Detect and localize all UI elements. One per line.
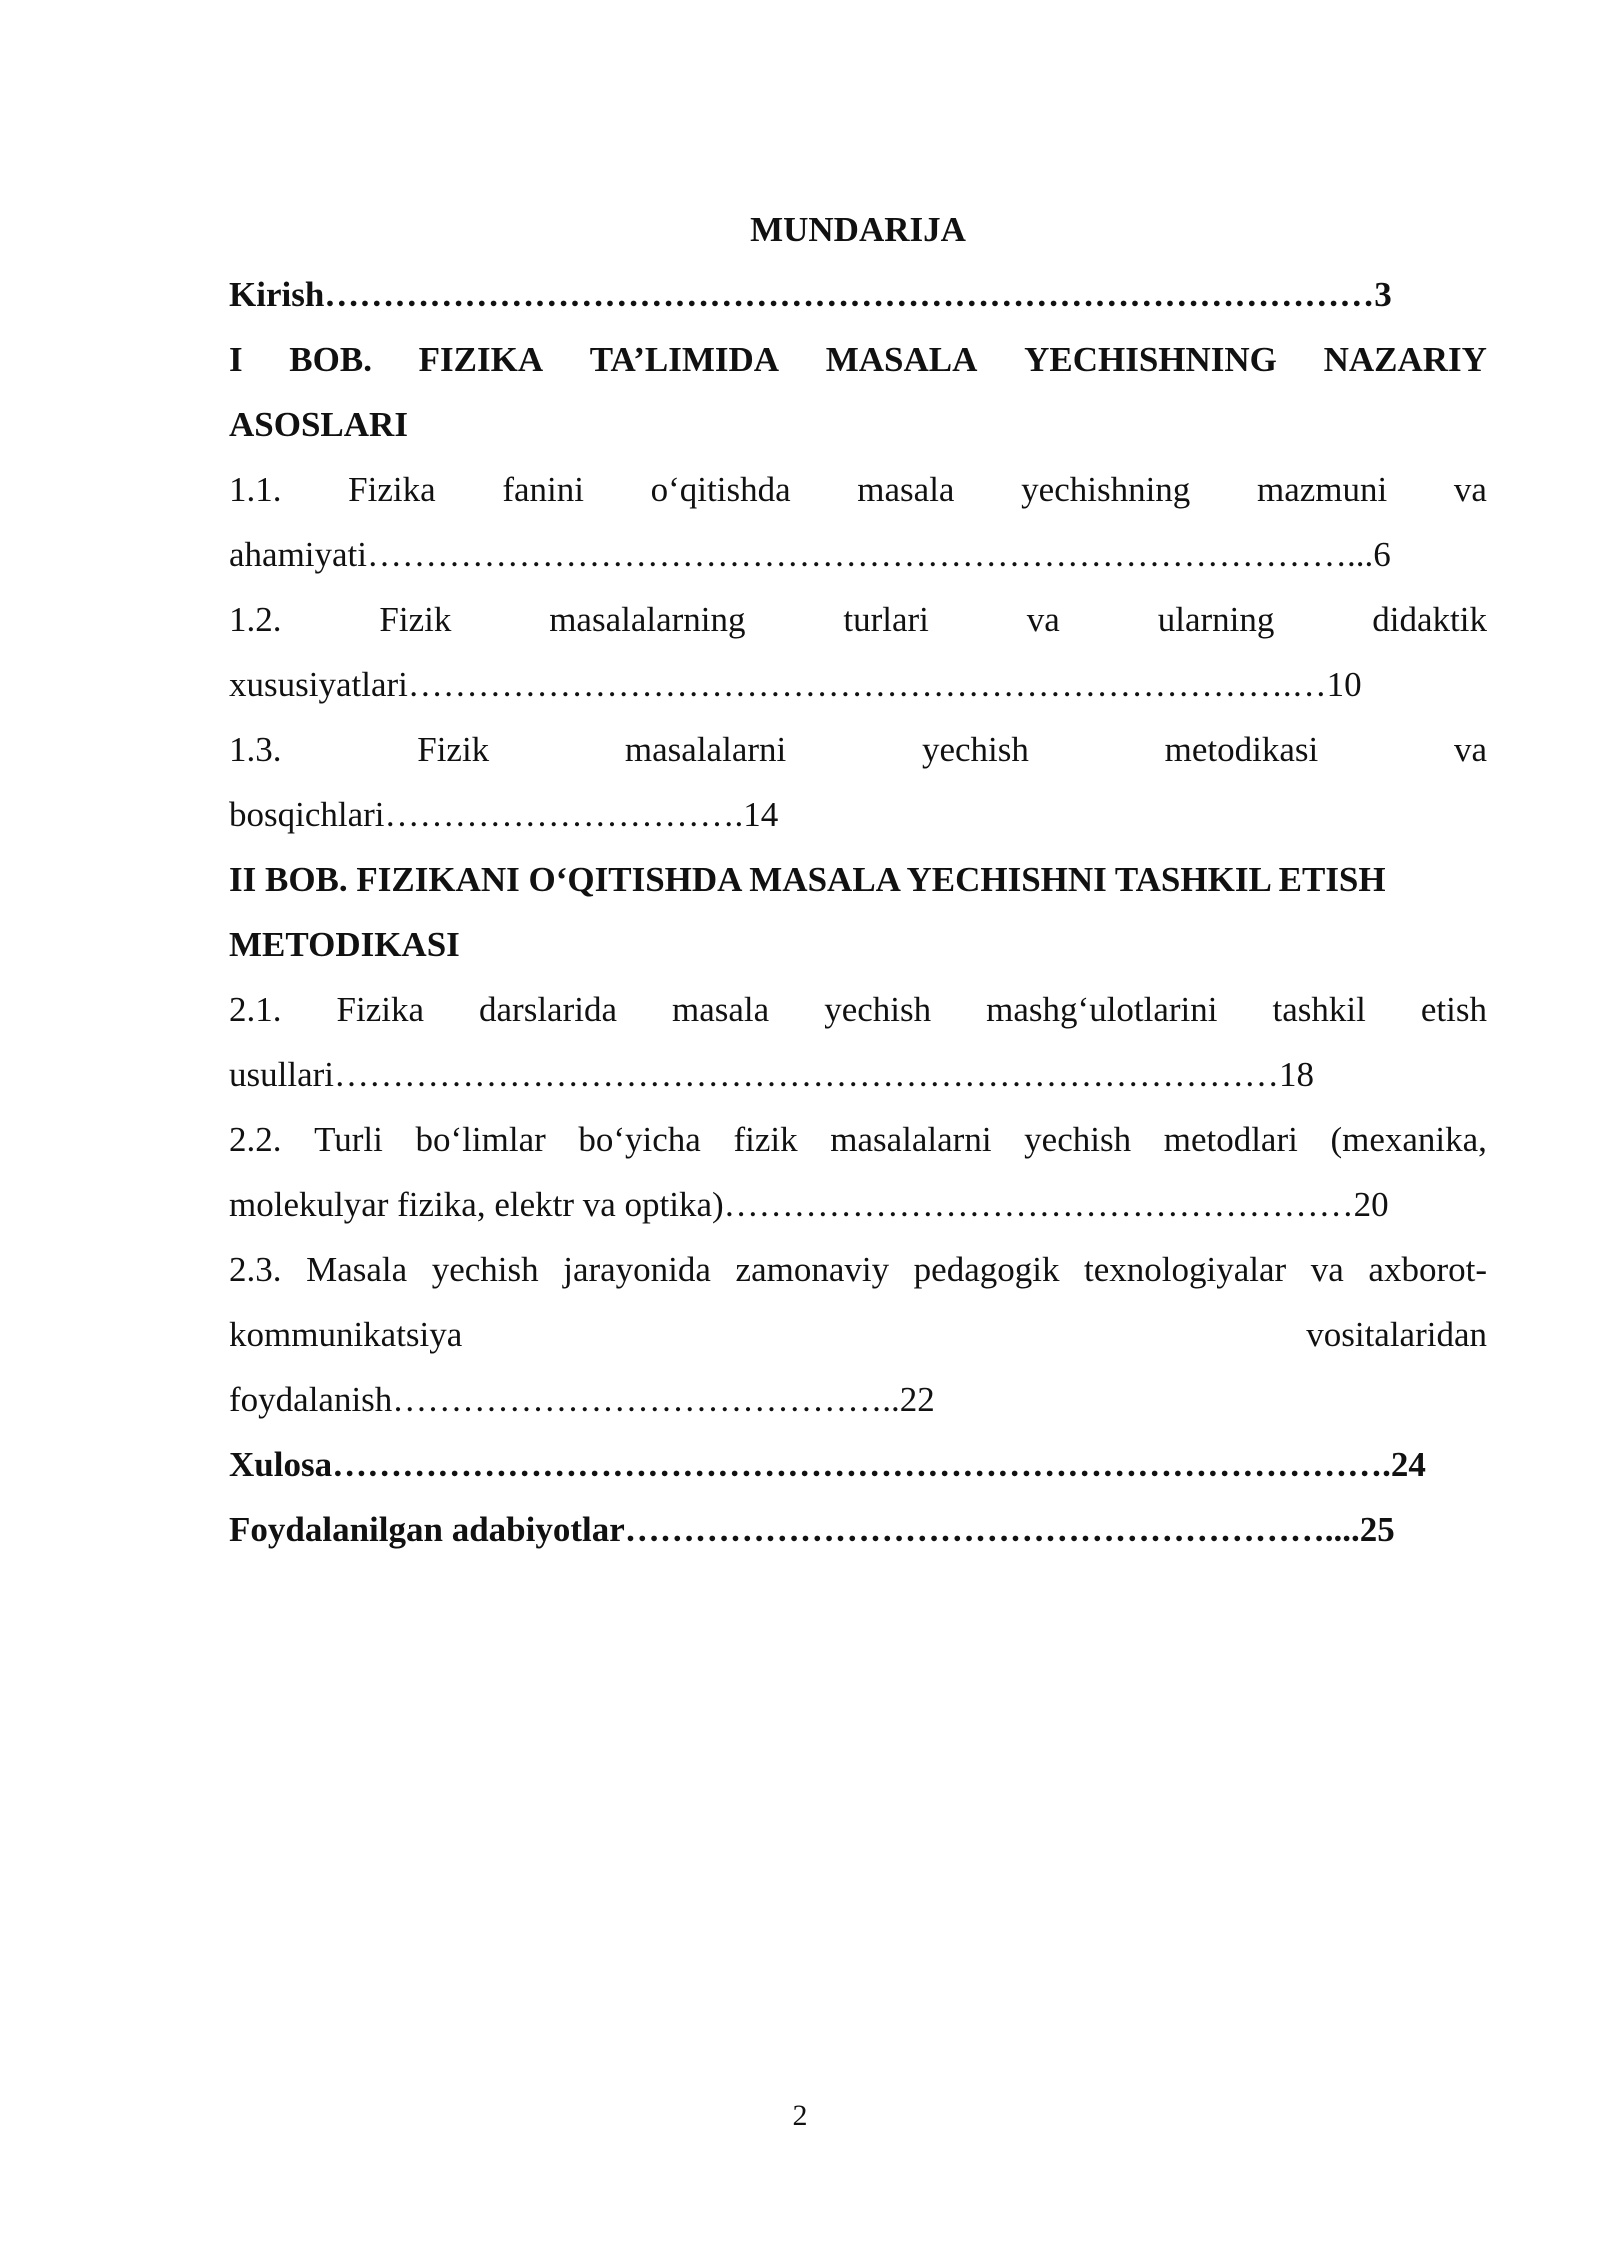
- toc-word: Fizika: [336, 990, 424, 1029]
- toc-word: fanini: [502, 470, 584, 509]
- toc-word: va: [1310, 1250, 1344, 1289]
- toc-word: 1.2.: [229, 600, 282, 639]
- toc-word: turlari: [843, 600, 929, 639]
- toc-chapter-1-line-2: ASOSLARI: [229, 405, 408, 444]
- toc-section-1-2-line-1: [229, 587, 1487, 652]
- toc-section-2-1-line-2: usullari………………………………………………………………………18: [229, 1055, 1314, 1094]
- toc-word: va: [1026, 600, 1060, 639]
- toc-word: etish: [1420, 990, 1487, 1029]
- toc-word: Fizik: [379, 600, 452, 639]
- toc-word: 2.2.: [229, 1120, 282, 1159]
- toc-word: masala: [857, 470, 955, 509]
- toc-chapter-2-line-2: METODIKASI: [229, 925, 460, 964]
- toc-word: zamonaviy: [735, 1250, 890, 1289]
- toc-word: bo‘limlar: [415, 1120, 546, 1159]
- toc-section-2-3-line-1: [229, 1237, 1487, 1302]
- toc-title: MUNDARIJA: [750, 210, 966, 249]
- toc-entry-references: Foydalanilgan adabiyotlar……………………………………………………....25: [229, 1510, 1395, 1549]
- toc-word: Masala: [306, 1250, 408, 1289]
- toc-word: metodikasi: [1164, 730, 1319, 769]
- toc-section-2-2-line-2: molekulyar fizika, elektr va optika)………………………………………………20: [229, 1185, 1389, 1224]
- toc-section-1-1-line-1: [229, 457, 1487, 522]
- toc-word: darslarida: [479, 990, 617, 1029]
- toc-word: yechish: [431, 1250, 539, 1289]
- toc-word: (mexanika,: [1330, 1120, 1487, 1159]
- toc-word: masalalarni: [830, 1120, 992, 1159]
- toc-word: mashg‘ulotlarini: [986, 990, 1218, 1029]
- toc-word: yechish: [824, 990, 932, 1029]
- toc-section-2-1-line-1: [229, 977, 1487, 1042]
- toc-word: yechish: [921, 730, 1029, 769]
- toc-word: Fizik: [417, 730, 490, 769]
- toc-word: yechishning: [1021, 470, 1191, 509]
- toc-word: axborot-: [1368, 1250, 1487, 1289]
- toc-word: tashkil: [1272, 990, 1366, 1029]
- table-of-contents: [229, 197, 1487, 1562]
- toc-word: 2.3.: [229, 1250, 282, 1289]
- toc-word: TA’LIMIDA: [589, 340, 780, 379]
- toc-word: NAZARIY: [1323, 340, 1487, 379]
- toc-word: 1.3.: [229, 730, 282, 769]
- toc-word: jarayonida: [563, 1250, 711, 1289]
- toc-section-1-3-line-2: bosqichlari………………………….14: [229, 795, 779, 834]
- toc-word: YECHISHNING: [1024, 340, 1277, 379]
- toc-section-1-1-line-2: ahamiyati…………………………………………………………………………...6: [229, 535, 1391, 574]
- toc-word: pedagogik: [913, 1250, 1060, 1289]
- toc-word: 2.1.: [229, 990, 282, 1029]
- toc-section-2-3-line-3: foydalanish……………………………………..22: [229, 1380, 935, 1419]
- toc-word: metodlari: [1163, 1120, 1298, 1159]
- toc-entry-kirish: Kirish………………………………………………………………………………3: [229, 275, 1392, 314]
- toc-word: vositalaridan: [1306, 1315, 1487, 1354]
- toc-word: FIZIKA: [418, 340, 544, 379]
- toc-entry-xulosa: Xulosa……………………………………………………………………………….24: [229, 1445, 1426, 1484]
- toc-word: mazmuni: [1256, 470, 1388, 509]
- toc-word: masalalarning: [549, 600, 746, 639]
- toc-word: ularning: [1157, 600, 1275, 639]
- toc-word: texnologiyalar: [1084, 1250, 1287, 1289]
- page-number: 2: [792, 2099, 808, 2132]
- toc-word: 1.1.: [229, 470, 282, 509]
- toc-word: MASALA: [825, 340, 978, 379]
- toc-word: masalalarni: [624, 730, 787, 769]
- toc-word: Fizika: [348, 470, 436, 509]
- toc-section-1-3-line-1: [229, 717, 1487, 782]
- toc-word: bo‘yicha: [578, 1120, 701, 1159]
- toc-word: didaktik: [1372, 600, 1487, 639]
- toc-word: masala: [672, 990, 770, 1029]
- toc-section-1-2-line-2: xususiyatlari………………………………………………………………….…10: [229, 665, 1362, 704]
- toc-word: BOB.: [289, 340, 372, 379]
- toc-word: va: [1453, 730, 1487, 769]
- toc-word: yechish: [1024, 1120, 1132, 1159]
- toc-chapter-2-line-1: II BOB. FIZIKANI O‘QITISHDA MASALA YECHISHNI TASHKIL ETISH: [229, 860, 1386, 899]
- toc-word: va: [1453, 470, 1487, 509]
- toc-word: o‘qitishda: [650, 470, 791, 509]
- toc-word: kommunikatsiya: [229, 1315, 463, 1354]
- toc-word: Turli: [314, 1120, 383, 1159]
- toc-word: fizik: [733, 1120, 798, 1159]
- toc-section-2-2-line-1: [229, 1107, 1487, 1172]
- toc-section-2-3-line-2: [229, 1302, 1487, 1367]
- toc-chapter-1-line-1: [229, 327, 1487, 392]
- toc-word: I: [229, 340, 243, 379]
